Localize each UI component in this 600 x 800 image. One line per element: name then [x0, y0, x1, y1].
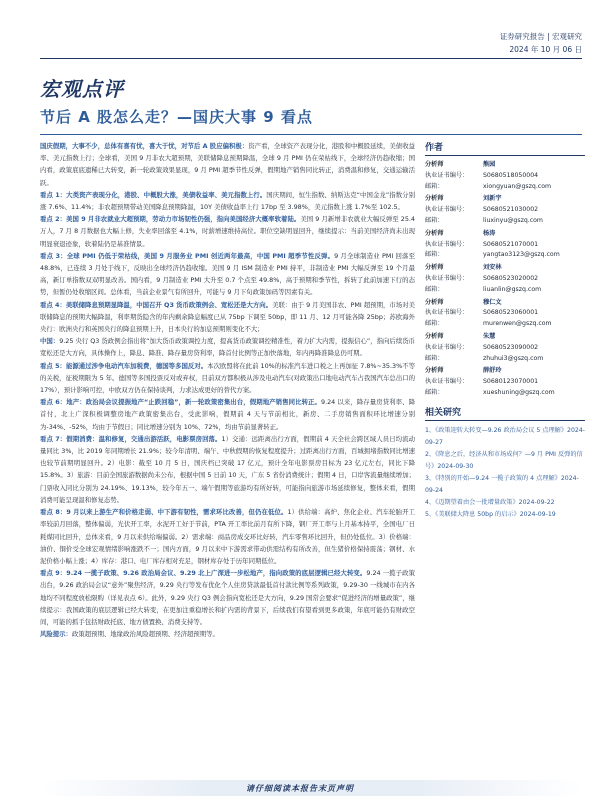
body-paragraph [40, 189, 415, 213]
analyst-card [425, 332, 585, 364]
cert-label: 执业证书编号： [425, 343, 469, 351]
body-paragraph [40, 299, 415, 336]
analyst-role: 分析师 [425, 367, 444, 375]
paragraph-text: 本次欧盟将在此前 10%的标准汽车进口税之上再加征 7.8%~35.3%不等的关税，征税期限为 5 年。德国等多国投票反对或弃权，目前双方都积极从涉及电动汽车(对政策出口地电动汽车占我国汽车总出口的 17%），预计影响可控，中欧双方仍在保持谈判，力求达成更好的替代方案。 [40, 361, 415, 395]
paragraph-lead: 看点 3：全球 PMI 仍低于荣枯线，美国 9 月服务业 PMI 创近两年最高，中国 PMI 超季节性反弹。 [40, 251, 335, 260]
doc-type: 宏观点评 [40, 77, 124, 101]
analyst-name: 熊园 [483, 161, 496, 168]
body-paragraph [40, 433, 415, 506]
paragraph-text: 1）交通：远距离出行方面，假期前 4 天全社会跨区域人员日均流动量同比 3%，比 2019 年同期增长 21.9%；较今年清明、端午、中秋假期的恢复程度提升；过距离出行方面，百城拥堵指数同比增速也较节前期明显回升。2）电影：截至 10 月 5 日，国庆档已突破 17 亿元，预计全年电影票房目标为 23 亿元左右，同比下降 15.8%。3）旅游：目前全国旅游数据尚未公布，根据中国 5 日前 10 天，广东 5 省份消费统计；假期 4 日，口岸客流量继续增加；门票收入同比分别为 24.19%、19.13%，较今年五一、端午假期等旅游均有所好转，可能指向旅游市场延续修复，整体来看，假期消费可能呈现温和修复态势。 [40, 434, 415, 504]
email-label: 邮箱： [425, 388, 444, 396]
related-link[interactable]: 5、《美联储大降息 50bp 的启示》2024-09-19 [425, 510, 556, 518]
paragraph-text: 美国 9 月新增非农就业大幅反弹至 25.4 万人，7 月 8 月数据也大幅上修，失业率回落至 4.1%，时薪增速维持高位。职位空缺明显回升，继续提示：当前美国经济尚未出现明显衰退迹象，软着陆仍是基准情景。 [40, 215, 415, 248]
report-date: 2024 年 10 月 06 日 [509, 45, 582, 54]
analyst-name: 穆仁文 [483, 298, 502, 306]
cert-number: S0680523090002 [483, 343, 539, 351]
cert-number: S0680123070001 [483, 378, 539, 386]
paragraph-text: 9.24 一揽子政策出台，9.26 政治局会议“意外”聚焦经济，9.29 央行等发布优化个人住房贷款最低首付款比例等系列政策，9.29-30 一线城市在内各地均不同程度放松限购（详见表点 6）。此外，9.29 央行 Q3 例会指向宽松还是大方向，9.29 国常会要求“促进经济的增量政策”，继续提示：我国政策的底层逻辑已经大转变，在更加注重稳增长和扩内需的背景下，后续我们有望看到更多政策，年底可能仍有财政空间，可能的抓手包括财政托底、地方债置换、消费支持等。 [40, 569, 415, 626]
paragraph-text: 9 月全球制造业 PMI 回落至 48.8%，已连续 3 月处于线下，反映出全球经济仍趋收缩。美国 9 月 ISM 制造业 PMI 持平，非制造业 PMI 大幅反弹至 19 个月最高，新订单指数双双明显改善。国内看，9 月制造业 PMI 大升至 0.7 个点至 49.8%，高于预期和季节性，拆转了此前加速下行的态势，但暂仍处收缩区间。总体看，当前企业景气有所回升，可能与 9 月下旬政策加码等因素有关。 [40, 251, 415, 297]
email-link[interactable]: liuxinyu@gszq.com [483, 216, 543, 224]
body-paragraph [40, 360, 415, 397]
paragraph-lead: 看点 6：地产：政治局会议提振地产“止跌回稳”，新一轮政策密集出台，假期地产销售同比转正。 [40, 398, 321, 407]
cert-label: 执业证书编号： [425, 240, 469, 248]
author-list [425, 160, 585, 399]
analyst-card [425, 229, 585, 261]
paragraph-text: 美联：由于 9 月美国非农、PMI 超预期，市场对美联储降息的预期大幅降温，利率期货隐含的年内剩余降息幅度已从 75bp 下调至 50bp，即 11 月、12 月可能各降 25bp；苏欧海外央行：欧洲央行和英国央行的降息预期上升，日本央行的加息预期则变化不大； [40, 300, 415, 334]
paragraph-lead: 风险提示： [40, 630, 72, 639]
paragraph-lead: 看点 2：美国 9 月非农就业大超预期，劳动力市场韧性仍强，指向美国经济大概率软着陆。 [40, 215, 301, 224]
page-title: 节后 A 股怎么走？—国庆大事 9 看点 [40, 108, 313, 126]
analyst-card [425, 298, 585, 330]
email-link[interactable]: murenwen@gszq.com [483, 320, 552, 328]
cert-label: 执业证书编号： [425, 206, 469, 214]
analyst-role: 分析师 [425, 229, 444, 237]
analyst-role: 分析师 [425, 332, 444, 340]
analyst-role: 分析师 [425, 161, 444, 168]
email-link[interactable]: xueshuning@gszq.com [483, 388, 555, 396]
analyst-name: 朱慧 [483, 332, 496, 340]
email-link[interactable]: yangtao3123@gszq.com [483, 251, 560, 259]
email-link[interactable]: zhuhui3@gszq.com [483, 354, 544, 362]
paragraph-lead: 看点 9：9.24 一揽子政策、9.26 政治局会议、9.29 北上广深进一步松地产，指向政策的底层逻辑已经大转变。 [40, 569, 367, 578]
cert-number: S0680518050004 [483, 171, 539, 179]
body-paragraph [40, 396, 415, 433]
email-label: 邮箱： [425, 182, 444, 190]
paragraph-lead: 中国： [40, 337, 60, 346]
cert-label: 执业证书编号： [425, 309, 469, 317]
body-paragraph [40, 250, 415, 299]
analyst-card [425, 194, 585, 226]
paragraph-text: 国庆期间，恒生指数、纳斯达克“中国金龙”指数分别涨 7.6%、11.4%；非农超预期带动美国降息预期降温，10Y 美债收益率上行 17bp 至 3.98%，美元指数上涨 1.7%至 102.5。 [40, 190, 415, 212]
header-divider [40, 58, 582, 59]
paragraph-text: 9.25 央行 Q3 货政例会指出将“加大货币政策调控力度，提高货币政策调控精准性，着力扩大内需，提振信心”，指向后续货币宽松还是大方向，具体操作上，降息、降准、降存量房贷利率，降首付比例等正加快落地，年内再降准降息仍可期。 [40, 337, 415, 358]
authors-heading: 作者 [425, 140, 585, 156]
report-category: 证券研究报告 | 宏观研究 [499, 32, 582, 41]
cert-number: S0680521030002 [483, 206, 539, 214]
related-link[interactable]: 4、《迈期望着由会一批增量政策》2024-09-22 [425, 498, 555, 506]
related-heading: 相关研究 [425, 405, 585, 421]
body-paragraph [40, 506, 415, 567]
analyst-role: 分析师 [425, 195, 444, 203]
analyst-card [425, 366, 585, 398]
company-logo [40, 8, 150, 44]
related-research [425, 405, 585, 521]
paragraph-lead: 看点 5：能源通过涉争电动汽车加税费，德国等多国反对。 [40, 361, 208, 370]
cert-number: S0680523020002 [483, 274, 539, 282]
page-footer [0, 780, 600, 800]
paragraph-text: 1）供给端：高炉、焦化企业、汽车轮胎开工率较前月回落，整体偏弱，光伏开工率，水泥开工好于节前，PTA 开工率比前月有所下降，钢厂开工率与上月基本持平，全国电厂日耗煤同比回升，总体来看，9 月以来供给端偏弱。2）需求端：商品房成交环比好转，汽车零售环比回升，但仍处低位。3）价格端：油价、铜价受全球宏观情绪影响涨跌不一；国内方面，9 月以来中下游需求带动供需结构有所改善，但生猪价格保持震荡；钢材、水泥价格小幅上涨；4）库存：港口、电厂库存相对充足，钢材库存处于历年同期低位。 [40, 508, 415, 565]
cert-label: 执业证书编号： [425, 378, 469, 386]
paragraph-lead: 看点 1：大类资产表现分化，港股、中概股大涨，美债收益率、美元指数上行。 [40, 190, 267, 199]
paragraph-lead: 看点 8：9 月以来上游生产和价格走弱、中下游有韧性，需求环比改善，但仍在低位。 [40, 508, 288, 517]
analyst-card [425, 160, 585, 192]
email-label: 邮箱： [425, 285, 444, 293]
analyst-name: 刘新宇 [483, 195, 502, 203]
body-paragraph [40, 335, 415, 359]
analyst-name: 薛舒玲 [483, 367, 502, 375]
analyst-role: 分析师 [425, 298, 444, 306]
footer-disclaimer: 请仔细阅读本报告末页声明 [246, 784, 354, 793]
related-list [425, 425, 585, 521]
report-header [500, 30, 582, 56]
cert-label: 执业证书编号： [425, 274, 469, 282]
related-link[interactable]: 1、《政策迎转大转变—9.26 政治局会议 5 点理解》2024-09-27 [425, 426, 585, 446]
email-label: 邮箱： [425, 320, 444, 328]
email-link[interactable]: xiongyuan@gszq.com [483, 182, 552, 190]
email-label: 邮箱： [425, 354, 444, 362]
email-link[interactable]: liuanlin@gszq.com [483, 285, 542, 293]
paragraph-text: 资产看，全球资产表现分化，港股和中概股延续，美债收益率、美元指数上行；全球看，美国 9 月非农大超预期，美联储降息预期降温，全球 9 月 PMI 仍在荣枯线下，全球经济仍趋收缩；国内看，政策底底遗稀已大转变，新一轮政策效果显现，9 月 PMI 超季节性反弹，假期地产销售同比转正，消费温和修复，交通运输活跃。 [40, 142, 415, 187]
paragraph-lead: 国庆假期，大事不少，总体有喜有忧，喜大于忧，对节后 A 股应偏积极： [40, 142, 249, 150]
paragraph-text: 9.24 以来，降存量房贷利率、降首付，北上广深积极调整房地产政策密集出台，受此影响，假期前 4 天与节前相比，新房、二手房销售面积环比增速分别为-34%、-52%，均由于节假日；同比增速分别为 10%、72%，均由节前显著转正。 [40, 398, 415, 431]
body-paragraph [40, 213, 415, 250]
email-label: 邮箱： [425, 216, 444, 224]
related-link[interactable]: 3、《特别的开始—9.24 一揽子政策的 4 点理解》2024-09-24 [425, 474, 579, 494]
paragraph-text: 政策超预期、地缘政治风险超预期、经济超预期等。 [71, 630, 219, 639]
analyst-name: 刘安林 [483, 264, 502, 272]
cert-number: S0680521070001 [483, 240, 539, 248]
paragraph-lead: 看点 7：假期消费：温和修复，交通出游活跃，电影票房回落。 [40, 434, 222, 443]
related-link[interactable]: 2、《降息之后，经济从和市场成何？—9 月 PMI 反弹的信号》2024-09-30 [425, 450, 583, 470]
cert-label: 执业证书编号： [425, 171, 469, 179]
email-label: 邮箱： [425, 251, 444, 259]
main-body [40, 140, 415, 775]
body-paragraph [40, 628, 415, 640]
analyst-name: 杨涛 [483, 229, 496, 237]
cert-number: S0680523060001 [483, 309, 539, 317]
analyst-role: 分析师 [425, 264, 444, 272]
title-divider [40, 134, 582, 135]
body-paragraph [40, 567, 415, 628]
body-paragraph [40, 140, 415, 189]
paragraph-lead: 看点 4：美联储降息预期显降温，中国召开 Q3 货币政策例会、宽松还是大方向。 [40, 300, 273, 309]
sidebar [425, 140, 585, 780]
analyst-card [425, 263, 585, 295]
